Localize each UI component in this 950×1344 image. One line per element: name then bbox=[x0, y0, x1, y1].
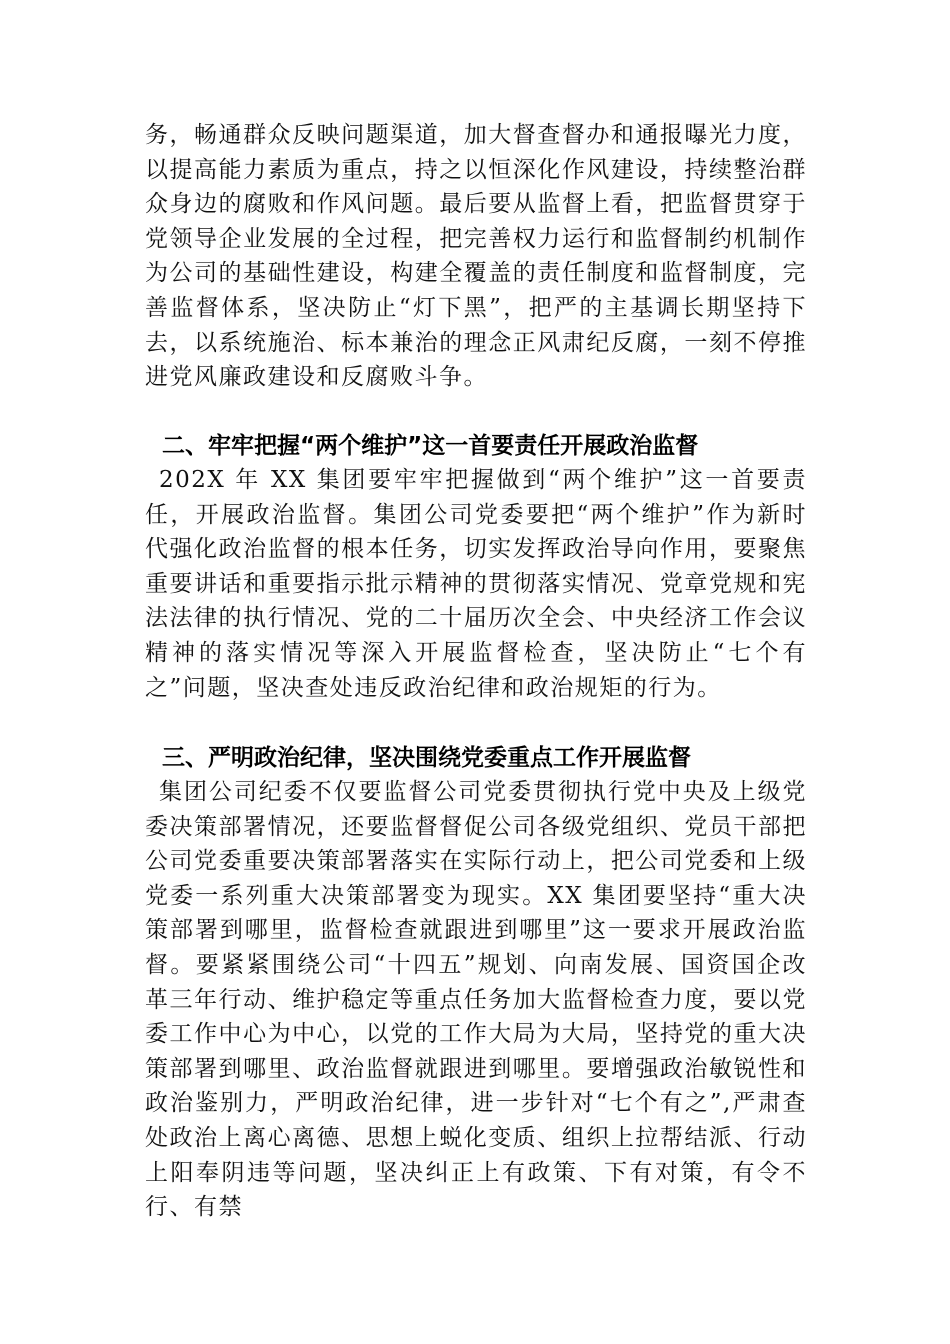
paragraph-section-2: 202X 年 XX 集团要牢牢把握做到“两个维护”这一首要责任，开展政治监督。集团公司党委要把“两个维护”作为新时代强化政治监督的根本任务，切实发挥政治导向作用，要聚焦重要讲话和重要指示批示精神的贯彻落实情况、党章党规和宪法法律的执行情况、党的二十届历次全会、中央经济工作会议精神的落实情况等深入开展监督检查，坚决防止“七个有之”问题，坚决查处违反政治纪律和政治规矩的行为。 bbox=[145, 467, 807, 701]
paragraph-intro: 务，畅通群众反映问题渠道，加大督查督办和通报曝光力度，以提高能力素质为重点，持之以恒深化作风建设，持续整治群众身边的腐败和作风问题。最后要从监督上看，把监督贯穿于党领导企业发展的全过程，把完善权力运行和监督制约机制作为公司的基础性建设，构建全覆盖的责任制度和监督制度，完善监督体系，坚决防止“灯下黑”，把严的主基调长期坚持下去，以系统施治、标本兼治的理念正风肃纪反腐，一刻不停推进党风廉政建设和反腐败斗争。 bbox=[145, 122, 807, 391]
paragraph-section-3: 集团公司纪委不仅要监督公司党委贯彻执行党中央及上级党委决策部署情况，还要监督督促公司各级党组织、党员干部把公司党委重要决策部署落实在实际行动上，把公司党委和上级党委一系列重大决策部署变为现实。XX 集团要坚持“重大决策部署到哪里，监督检查就跟进到哪里”这一要求开展政治监督。要紧紧围绕公司“十四五”规划、向南发展、国资国企改革三年行动、维护稳定等重点任务加大监督检查力度，要以党委工作中心为中心，以党的工作大局为大局，坚持党的重大决策部署到哪里、政治监督就跟进到哪里。要增强政治敏锐性和政治鉴别力，严明政治纪律，进一步针对“七个有之”,严肃查处政治上离心离德、思想上蜕化变质、组织上拉帮结派、行动上阳奉阴违等问题，坚决纠正上有政策、下有对策，有令不行、有禁 bbox=[145, 779, 807, 1221]
section-heading-3: 三、严明政治纪律，坚决围绕党委重点工作开展监督 bbox=[162, 745, 691, 771]
section-heading-2: 二、牢牢把握“两个维护”这一首要责任开展政治监督 bbox=[162, 433, 699, 459]
